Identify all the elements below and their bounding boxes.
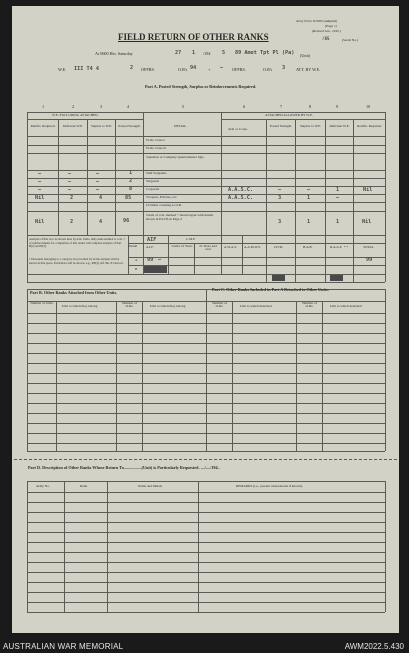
page-number: (Page 1): [325, 24, 337, 28]
detail-header: DETAIL.: [174, 124, 187, 128]
cell-value: —: [307, 187, 311, 193]
cell-value: —: [96, 187, 100, 193]
head-reinfts-required: Reinfts. Required.: [30, 124, 56, 128]
cell-value: Nil: [362, 219, 372, 225]
cell-value: 1: [307, 195, 311, 201]
part-c-head-number: Number of O.Rs.: [212, 301, 227, 309]
analysis-note-2: † Personnel belonging to a category not provided for in the analysis will be shown in this space. Particulars will be shown, e.g., RE(2), Inf. Bn. P. Unit etc.: [29, 257, 124, 265]
detail-civilians: Civilians counting as O.R.: [146, 203, 182, 207]
part-c-head-unit: Unit to which detached: [240, 304, 272, 308]
att-by-we-label: ATT. BY W.E.: [296, 67, 321, 72]
revised-date: (Revised Jan., 1943.): [312, 29, 341, 33]
cell-value: —: [336, 195, 340, 201]
serial-number-label: (Serial No.): [342, 38, 359, 42]
cell-value: 1: [307, 219, 311, 225]
cell-value: 8: [129, 186, 133, 192]
offrs-label: OFFRS.: [141, 67, 155, 72]
analysis-head-aamws: A.A.M.W.S.: [244, 245, 261, 249]
cell-value: 3: [278, 219, 282, 225]
archive-credit: AUSTRALIAN WAR MEMORIAL: [3, 642, 124, 651]
cell-value: 2: [70, 219, 74, 225]
head-surplus-we: Surplus to W.E.: [90, 124, 113, 128]
col-number: 9: [336, 104, 339, 109]
cell-value: —: [278, 187, 282, 193]
col-number: 10: [366, 104, 371, 109]
detail-wo-class-2: W.Os. Class II.: [146, 146, 167, 150]
col-number: 4: [127, 104, 130, 109]
analysis-head-blank: * *: [344, 245, 349, 249]
col-number: 3: [100, 104, 103, 109]
detail-staff-sergeants: Staff Sergeants: [146, 171, 167, 175]
part-d-head-army-no: Army No.: [36, 484, 50, 488]
date-year: 5: [222, 50, 226, 56]
analysis-head-21over: 21 Years and over: [199, 244, 217, 252]
detail-corporals: Corporals: [146, 187, 160, 191]
part-c-head-number-2: Number of O.Rs.: [302, 301, 317, 309]
group-attached-allowed: ATTACHED ALLOWED BY W.E.: [265, 113, 313, 117]
ors2-value: 3: [282, 65, 286, 71]
analysis-aif-written: AIF: [147, 237, 157, 243]
cell-value: —: [38, 187, 42, 193]
ors-value: 94: [190, 65, 197, 71]
row-b-label: B: [135, 267, 138, 271]
head-posted-strength-att: Posted Strength.: [269, 124, 293, 128]
we-label: W.E.: [58, 67, 67, 72]
part-b-head-unit: Unit to which they belong: [62, 304, 98, 308]
at-hours-label: At 0600 Hrs. Saturday: [95, 51, 133, 56]
cell-value: 2: [70, 195, 74, 201]
analysis-head-under21: Under 21 Years: [171, 244, 193, 248]
blackout-cell: [330, 275, 343, 281]
cell-value: —: [68, 179, 72, 185]
analysis-value: 99: [147, 257, 154, 263]
analysis-head-civil: CIVIL: [274, 245, 284, 249]
cell-value: Nil: [35, 219, 45, 225]
part-d-head-remarks: REMARKS (i.e., present whereabouts if known).: [236, 484, 303, 488]
analysis-head-bab: B.A.B.: [303, 245, 313, 249]
head-surplus-we-att: Surplus to W.E.: [299, 124, 322, 128]
col-number: 8: [309, 104, 312, 109]
head-deficient-we-att: Deficient W.E.: [329, 124, 350, 128]
part-c-head-unit-2: Unit to which detached: [330, 304, 362, 308]
head-reinfts-required-att: Reinfts. Required.: [357, 124, 382, 128]
analysis-head-total: TOTAL: [363, 245, 374, 249]
detail-cqms: Squadron or Company Quartermaster Sgts.: [146, 155, 205, 159]
group-we-excluding: W.E. EXCLUDING ATTACHED.: [52, 113, 99, 117]
cell-value: 3: [278, 195, 282, 201]
head-deficient-we: Deficient W.E.: [62, 124, 84, 128]
cell-value: —: [96, 171, 100, 177]
army-form-number: Army Form W.3009 (Adapted): [296, 19, 338, 23]
analysis-head-aif: A.I.F.: [146, 245, 154, 249]
we-value: III T4 4: [74, 66, 99, 72]
part-a-heading: Part A. Posted Strength, Surplus or Reinforcements Required.: [145, 84, 257, 89]
cell-value: A.A.S.C.: [228, 195, 253, 201]
cmf-label: C.M.F.: [186, 237, 196, 241]
cell-value: —: [96, 179, 100, 185]
analysis-value: —: [158, 257, 162, 263]
part-b-head-number-2: Number of O.Rs.: [122, 301, 137, 309]
part-c-heading: Part C. Other Ranks Included in Part A Detached to Other Units.: [212, 287, 329, 292]
cell-value: Nil: [363, 187, 373, 193]
form-title: FIELD RETURN OF OTHER RANKS: [118, 32, 269, 42]
cell-value: —: [38, 179, 42, 185]
detail-sergeants: Sergeants: [146, 179, 160, 183]
analysis-note: Analysis of Part A to be shown here by ALL Units. Only units entitled to cols. 7 of reinforcements for completion of this return will complete analysis of Part B(2) and B(3).: [29, 237, 125, 249]
col-number: 2: [72, 104, 75, 109]
plus-sign: +: [208, 67, 211, 72]
cell-value: 4: [99, 195, 103, 201]
date-year-prefix: /194: [203, 51, 211, 56]
offrs2-label: OFFRS.: [232, 67, 246, 72]
blackout-cell: [144, 266, 167, 273]
part-b-head-number: Number of O.Rs.: [30, 301, 54, 305]
archive-accession-number: AWM2022.5.430: [344, 642, 404, 651]
detail-wo-class-1: W.Os. Class I.: [146, 138, 166, 142]
cell-value: —: [38, 171, 42, 177]
part-b-head-unit-2: Unit to which they belong: [150, 304, 186, 308]
cell-value: 96: [123, 218, 130, 224]
col-number: 6: [243, 104, 246, 109]
cell-value: 4: [99, 219, 103, 225]
cell-value: Nil: [35, 195, 45, 201]
part-d-head-rank: Rank: [80, 484, 88, 488]
offrs2-value: —: [220, 65, 224, 71]
serial-number-value: /85: [322, 36, 330, 41]
col-number: 7: [280, 104, 283, 109]
cell-value: —: [68, 187, 72, 193]
head-arm-corps: Arm or Corps.: [228, 127, 248, 131]
analysis-detail-label: Detail: [129, 244, 138, 248]
offrs-value: 2: [130, 65, 134, 71]
cell-value: 1: [336, 187, 340, 193]
detail-troopers: Troopers, Privates, etc.: [146, 195, 178, 199]
cell-value: 1: [336, 219, 340, 225]
unit-value: 89 Amot Tpt Pl (Pa): [235, 50, 295, 56]
cell-value: 2: [129, 178, 133, 184]
analysis-total-value: 99: [366, 257, 373, 263]
cell-value: 85: [125, 195, 132, 201]
part-d-heading: Part D. Description of Other Ranks Whose Return To.................(Unit) is Particularly Requested. ..../..../194..: [28, 465, 220, 470]
part-d-head-name: Name and Initials: [138, 484, 163, 488]
cell-value: 1: [129, 170, 133, 176]
head-posted-strength: Posted Strength.: [118, 124, 141, 128]
date-day: 27: [175, 50, 182, 56]
col-number: 5: [182, 104, 185, 109]
blackout-cell: [272, 275, 285, 281]
analysis-head-raaf: R.A.A.F.: [330, 245, 343, 249]
ors2-label: O.R's: [263, 67, 273, 72]
cell-value: —: [68, 171, 72, 177]
detail-totals: Totals of cols. marked * should agree with details shown in Part B on Page 2: [146, 213, 214, 221]
cell-value: A.A.S.C.: [228, 187, 253, 193]
analysis-head-awas: A.W.A.S.: [224, 245, 238, 249]
part-b-heading: Part B. Other Ranks Attached from Other Units.: [30, 290, 118, 295]
ors-label: O.R's: [178, 67, 188, 72]
row-a-label: A: [135, 258, 138, 262]
col-number: 1: [42, 104, 45, 109]
unit-label: (Unit): [300, 53, 311, 58]
date-month: 1: [192, 50, 196, 56]
